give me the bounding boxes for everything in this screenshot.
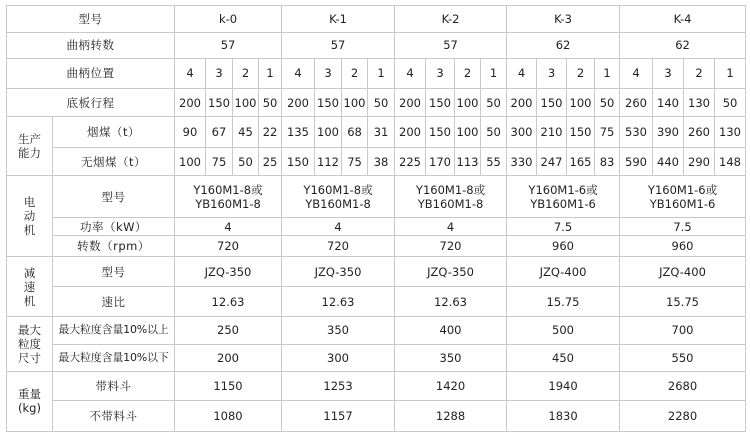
value-cell: 100 xyxy=(175,147,206,175)
value-cell: 200 xyxy=(175,344,282,371)
value-cell: 350 xyxy=(395,344,507,371)
spec-table-body xyxy=(7,6,746,432)
row-label: 转数（rpm） xyxy=(53,236,175,257)
value-cell: 100 xyxy=(233,89,259,117)
value-cell: 4 xyxy=(175,58,206,89)
group-label-max-size: 最大 粒度 尺寸 xyxy=(7,317,53,372)
value-cell: 50 xyxy=(481,89,507,117)
value-cell: 12.63 xyxy=(175,286,282,317)
row-label: 不带料斗 xyxy=(53,401,175,432)
value-cell: Y160M1-8或 YB160M1-8 xyxy=(395,176,507,218)
value-cell: 150 xyxy=(567,117,595,148)
value-cell: 720 xyxy=(282,236,395,257)
value-cell: 225 xyxy=(395,147,426,175)
value-cell: 148 xyxy=(715,147,746,175)
value-cell: 100 xyxy=(567,89,595,117)
value-cell: 150 xyxy=(426,117,455,148)
value-cell: 140 xyxy=(653,89,684,117)
value-cell: 50 xyxy=(595,89,620,117)
value-cell: 57 xyxy=(282,33,395,58)
value-cell: 68 xyxy=(342,117,368,148)
value-cell: 100 xyxy=(315,117,342,148)
value-cell: 247 xyxy=(537,147,567,175)
value-cell: 3 xyxy=(426,58,455,89)
model-name-cell: k-0 xyxy=(175,6,282,33)
value-cell: 12.63 xyxy=(282,286,395,317)
row-label: 底板行程 xyxy=(7,89,175,117)
model-name-cell: K-1 xyxy=(282,6,395,33)
group-label-weight: 重量 (kg) xyxy=(7,371,53,431)
value-cell: 1 xyxy=(481,58,507,89)
value-cell: 1157 xyxy=(282,401,395,432)
value-cell: 45 xyxy=(233,117,259,148)
value-cell: 130 xyxy=(715,117,746,148)
value-cell: JZQ-350 xyxy=(175,257,282,286)
value-cell: 4 xyxy=(395,58,426,89)
value-cell: 50 xyxy=(368,89,395,117)
value-cell: 3 xyxy=(206,58,233,89)
value-cell: Y160M1-8或 YB160M1-8 xyxy=(282,176,395,218)
value-cell: 25 xyxy=(259,147,282,175)
value-cell: 250 xyxy=(175,317,282,344)
value-cell: Y160M1-6或 YB160M1-6 xyxy=(507,176,620,218)
row-label: 型号 xyxy=(53,257,175,286)
value-cell: 2 xyxy=(342,58,368,89)
value-cell: 720 xyxy=(395,236,507,257)
row-label: 烟煤（t） xyxy=(53,117,175,148)
value-cell: JZQ-400 xyxy=(507,257,620,286)
value-cell: Y160M1-8或 YB160M1-8 xyxy=(175,176,282,218)
value-cell: 440 xyxy=(653,147,684,175)
value-cell: 3 xyxy=(315,58,342,89)
weight-row xyxy=(7,371,746,400)
row-label: 带料斗 xyxy=(53,371,175,400)
value-cell: 4 xyxy=(507,58,537,89)
value-cell: 150 xyxy=(315,89,342,117)
group-label-capacity: 生产 能力 xyxy=(7,117,53,176)
value-cell: 300 xyxy=(282,344,395,371)
value-cell: 150 xyxy=(282,147,315,175)
value-cell: 100 xyxy=(455,89,481,117)
row-label: 功率（kW） xyxy=(53,218,175,236)
value-cell: 1940 xyxy=(507,371,620,400)
reducer-row xyxy=(7,257,746,286)
value-cell: 450 xyxy=(507,344,620,371)
value-cell: 330 xyxy=(507,147,537,175)
value-cell: 7.5 xyxy=(620,218,746,236)
group-label-reducer: 减 速 机 xyxy=(7,257,53,317)
value-cell: 1253 xyxy=(282,371,395,400)
value-cell: 50 xyxy=(259,89,282,117)
row-label: 无烟煤（t） xyxy=(53,147,175,175)
reducer-row xyxy=(7,286,746,317)
value-cell: 170 xyxy=(426,147,455,175)
value-cell: 1 xyxy=(595,58,620,89)
value-cell: 4 xyxy=(282,58,315,89)
value-cell: 260 xyxy=(684,117,715,148)
value-cell: Y160M1-6或 YB160M1-6 xyxy=(620,176,746,218)
motor-row xyxy=(7,176,746,218)
value-cell: 22 xyxy=(259,117,282,148)
value-cell: 55 xyxy=(481,147,507,175)
value-cell: 200 xyxy=(395,89,426,117)
value-cell: 1 xyxy=(368,58,395,89)
capacity-row xyxy=(7,117,746,148)
value-cell: 960 xyxy=(507,236,620,257)
value-cell: 38 xyxy=(368,147,395,175)
value-cell: 290 xyxy=(684,147,715,175)
row-label: 最大粒度含量10%以上 xyxy=(53,317,175,344)
value-cell: 700 xyxy=(620,317,746,344)
value-cell: 165 xyxy=(567,147,595,175)
value-cell: 390 xyxy=(653,117,684,148)
value-cell: 2 xyxy=(455,58,481,89)
value-cell: 113 xyxy=(455,147,481,175)
value-cell: 75 xyxy=(595,117,620,148)
value-cell: 90 xyxy=(175,117,206,148)
value-cell: 67 xyxy=(206,117,233,148)
value-cell: 75 xyxy=(342,147,368,175)
value-cell: 1288 xyxy=(395,401,507,432)
value-cell: 150 xyxy=(537,89,567,117)
spec-table-container xyxy=(6,5,744,432)
value-cell: 4 xyxy=(175,218,282,236)
max-size-row xyxy=(7,344,746,371)
value-cell: 4 xyxy=(620,58,653,89)
model-name-cell: K-2 xyxy=(395,6,507,33)
capacity-row xyxy=(7,147,746,175)
value-cell: 2680 xyxy=(620,371,746,400)
value-cell: 2 xyxy=(684,58,715,89)
value-cell: 57 xyxy=(175,33,282,58)
value-cell: 12.63 xyxy=(395,286,507,317)
value-cell: 150 xyxy=(426,89,455,117)
value-cell: 100 xyxy=(342,89,368,117)
crank-speed-row xyxy=(7,33,746,58)
value-cell: 1420 xyxy=(395,371,507,400)
value-cell: 500 xyxy=(507,317,620,344)
value-cell: 530 xyxy=(620,117,653,148)
value-cell: 1080 xyxy=(175,401,282,432)
value-cell: 210 xyxy=(537,117,567,148)
value-cell: 350 xyxy=(282,317,395,344)
value-cell: 62 xyxy=(620,33,746,58)
value-cell: 200 xyxy=(282,89,315,117)
group-label-motor: 电 动 机 xyxy=(7,176,53,257)
crank-position-row xyxy=(7,58,746,89)
value-cell: 260 xyxy=(620,89,653,117)
value-cell: 150 xyxy=(206,89,233,117)
value-cell: 50 xyxy=(233,147,259,175)
value-cell: 130 xyxy=(684,89,715,117)
row-label: 型号 xyxy=(7,6,175,33)
value-cell: 4 xyxy=(395,218,507,236)
row-label: 型号 xyxy=(53,176,175,218)
motor-row xyxy=(7,236,746,257)
value-cell: 62 xyxy=(507,33,620,58)
value-cell: 3 xyxy=(653,58,684,89)
value-cell: 200 xyxy=(395,117,426,148)
max-size-row xyxy=(7,317,746,344)
model-name-cell: K-4 xyxy=(620,6,746,33)
value-cell: 83 xyxy=(595,147,620,175)
motor-row xyxy=(7,218,746,236)
value-cell: 1 xyxy=(715,58,746,89)
value-cell: 135 xyxy=(282,117,315,148)
value-cell: 300 xyxy=(507,117,537,148)
value-cell: 1830 xyxy=(507,401,620,432)
value-cell: 400 xyxy=(395,317,507,344)
value-cell: 4 xyxy=(282,218,395,236)
value-cell: 50 xyxy=(481,117,507,148)
value-cell: 2 xyxy=(567,58,595,89)
value-cell: 590 xyxy=(620,147,653,175)
value-cell: 200 xyxy=(507,89,537,117)
model-name-cell: K-3 xyxy=(507,6,620,33)
spec-table xyxy=(6,5,746,432)
value-cell: 200 xyxy=(175,89,206,117)
value-cell: 2 xyxy=(233,58,259,89)
value-cell: 75 xyxy=(206,147,233,175)
value-cell: 7.5 xyxy=(507,218,620,236)
value-cell: 31 xyxy=(368,117,395,148)
value-cell: 3 xyxy=(537,58,567,89)
value-cell: 550 xyxy=(620,344,746,371)
value-cell: JZQ-350 xyxy=(282,257,395,286)
value-cell: 2280 xyxy=(620,401,746,432)
value-cell: 720 xyxy=(175,236,282,257)
row-label: 曲柄转数 xyxy=(7,33,175,58)
value-cell: 57 xyxy=(395,33,507,58)
value-cell: 15.75 xyxy=(620,286,746,317)
value-cell: 100 xyxy=(455,117,481,148)
weight-row xyxy=(7,401,746,432)
row-label: 速比 xyxy=(53,286,175,317)
value-cell: 1150 xyxy=(175,371,282,400)
value-cell: 50 xyxy=(715,89,746,117)
model-header-row xyxy=(7,6,746,33)
value-cell: JZQ-350 xyxy=(395,257,507,286)
value-cell: 15.75 xyxy=(507,286,620,317)
value-cell: JZQ-400 xyxy=(620,257,746,286)
value-cell: 1 xyxy=(259,58,282,89)
row-label: 最大粒度含量10%以下 xyxy=(53,344,175,371)
row-label: 曲柄位置 xyxy=(7,58,175,89)
value-cell: 960 xyxy=(620,236,746,257)
stroke-row xyxy=(7,89,746,117)
value-cell: 112 xyxy=(315,147,342,175)
